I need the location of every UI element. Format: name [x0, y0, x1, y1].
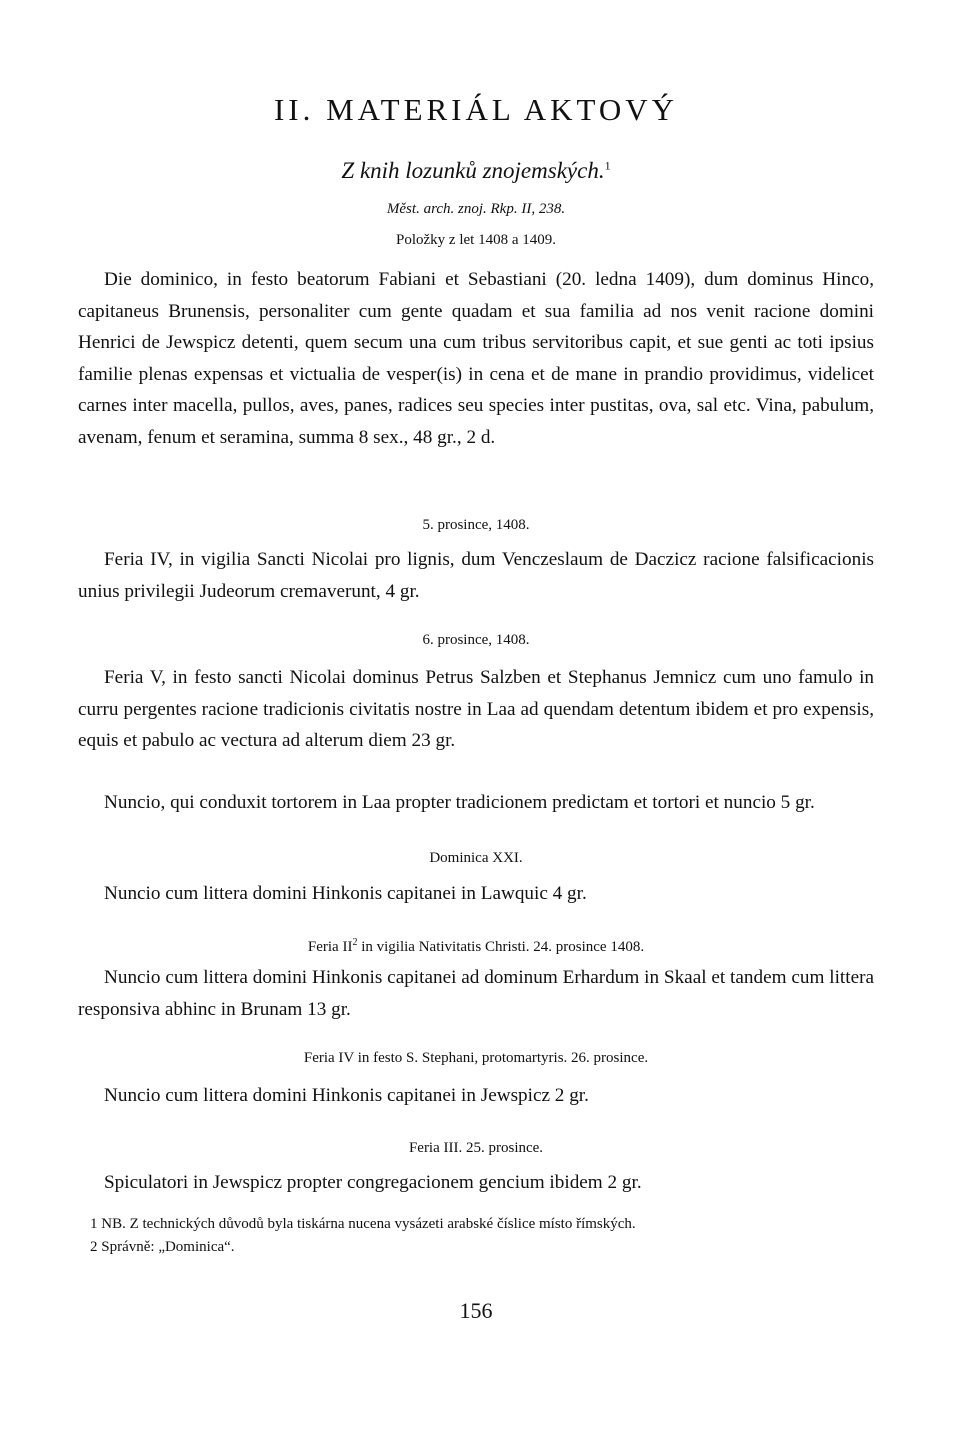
entry-date: Dominica XXI. [429, 850, 523, 866]
entry-paragraph: Feria V, in festo sancti Nicolai dominus Petrus Salzben et Stephanus Jemnicz cum uno famulo in curru pergentes racione tradicionis civitatis nostre in Laa ad quendam detentum ibidem et pro expensis, equis et pabulo ac vectura ad alterum diem 23 gr. [78, 667, 874, 751]
footnote: 2 Správně: „Dominica“. [90, 1239, 235, 1255]
entry-paragraph: Nuncio cum littera domini Hinkonis capitanei ad dominum Erhardum in Skaal et tandem cum littera responsiva abhinc in Brunam 13 gr. [78, 967, 874, 1020]
subtitle-text: Z knih lozunků znojemských. [341, 158, 605, 183]
entry-paragraph: Nuncio, qui conduxit tortorem in Laa propter tradicionem predictam et tortori et nuncio 5 gr. [104, 792, 815, 813]
entry-paragraph: Nuncio cum littera domini Hinkonis capitanei in Lawquic 4 gr. [104, 883, 587, 904]
entry-paragraph: Die dominico, in festo beatorum Fabiani et Sebastiani (20. ledna 1409), dum dominus Hinco, capitaneus Brunensis, personaliter cum gente quadam et sua familia ad nos venit racione domini Henrici de Jewspicz detenti, quem secum una cum tribus servitoribus capit, et sue genti ac toti ipsius familie plenas expensas et victualia de vesper(is) in cena et de mane in prandio providimus, videlicet carnes inter macella, pullos, aves, panes, radices seu species inter pustitas, ova, sal etc. Vina, pabulum, avenam, fenum et seramina, summa 8 sex., 48 gr., 2 d. [78, 269, 874, 448]
section-title: II. MATERIÁL AKTOVÝ [273, 92, 679, 127]
subtitle [78, 158, 874, 184]
footnote: 1 NB. Z technických důvodů byla tiskárna nucena vysázeti arabské číslice místo římských. [90, 1216, 636, 1232]
entry-date: Feria III. 25. prosince. [408, 1140, 544, 1156]
entry-date: Feria IV in festo S. Stephani, protomartyris. 26. prosince. [303, 1050, 649, 1066]
entry-date [78, 937, 874, 956]
entry-date-suffix: in vigilia Nativitatis Christi. 24. prosince 1408. [357, 939, 645, 955]
entry-paragraph: Feria IV, in vigilia Sancti Nicolai pro lignis, dum Venczeslaum de Daczicz racione falsificacionis unius privilegii Judeorum cremaverunt, 4 gr. [78, 549, 874, 602]
entry-date: 6. prosince, 1408. [422, 632, 530, 648]
items-range: Položky z let 1408 a 1409. [396, 232, 556, 248]
archive-source: Měst. arch. znoj. Rkp. II, 238. [386, 201, 566, 217]
entry-paragraph: Spiculatori in Jewspicz propter congregacionem gencium ibidem 2 gr. [104, 1172, 642, 1193]
footnote-ref-2: 2 [352, 937, 358, 948]
entry-date-prefix: Feria II [307, 939, 353, 955]
entry-date: 5. prosince, 1408. [422, 517, 530, 533]
footnotes [90, 1213, 890, 1259]
entry-paragraph: Nuncio cum littera domini Hinkonis capitanei in Jewspicz 2 gr. [104, 1085, 589, 1106]
footnote-ref-1: 1 [604, 158, 611, 173]
page-number: 156 [459, 1298, 493, 1323]
